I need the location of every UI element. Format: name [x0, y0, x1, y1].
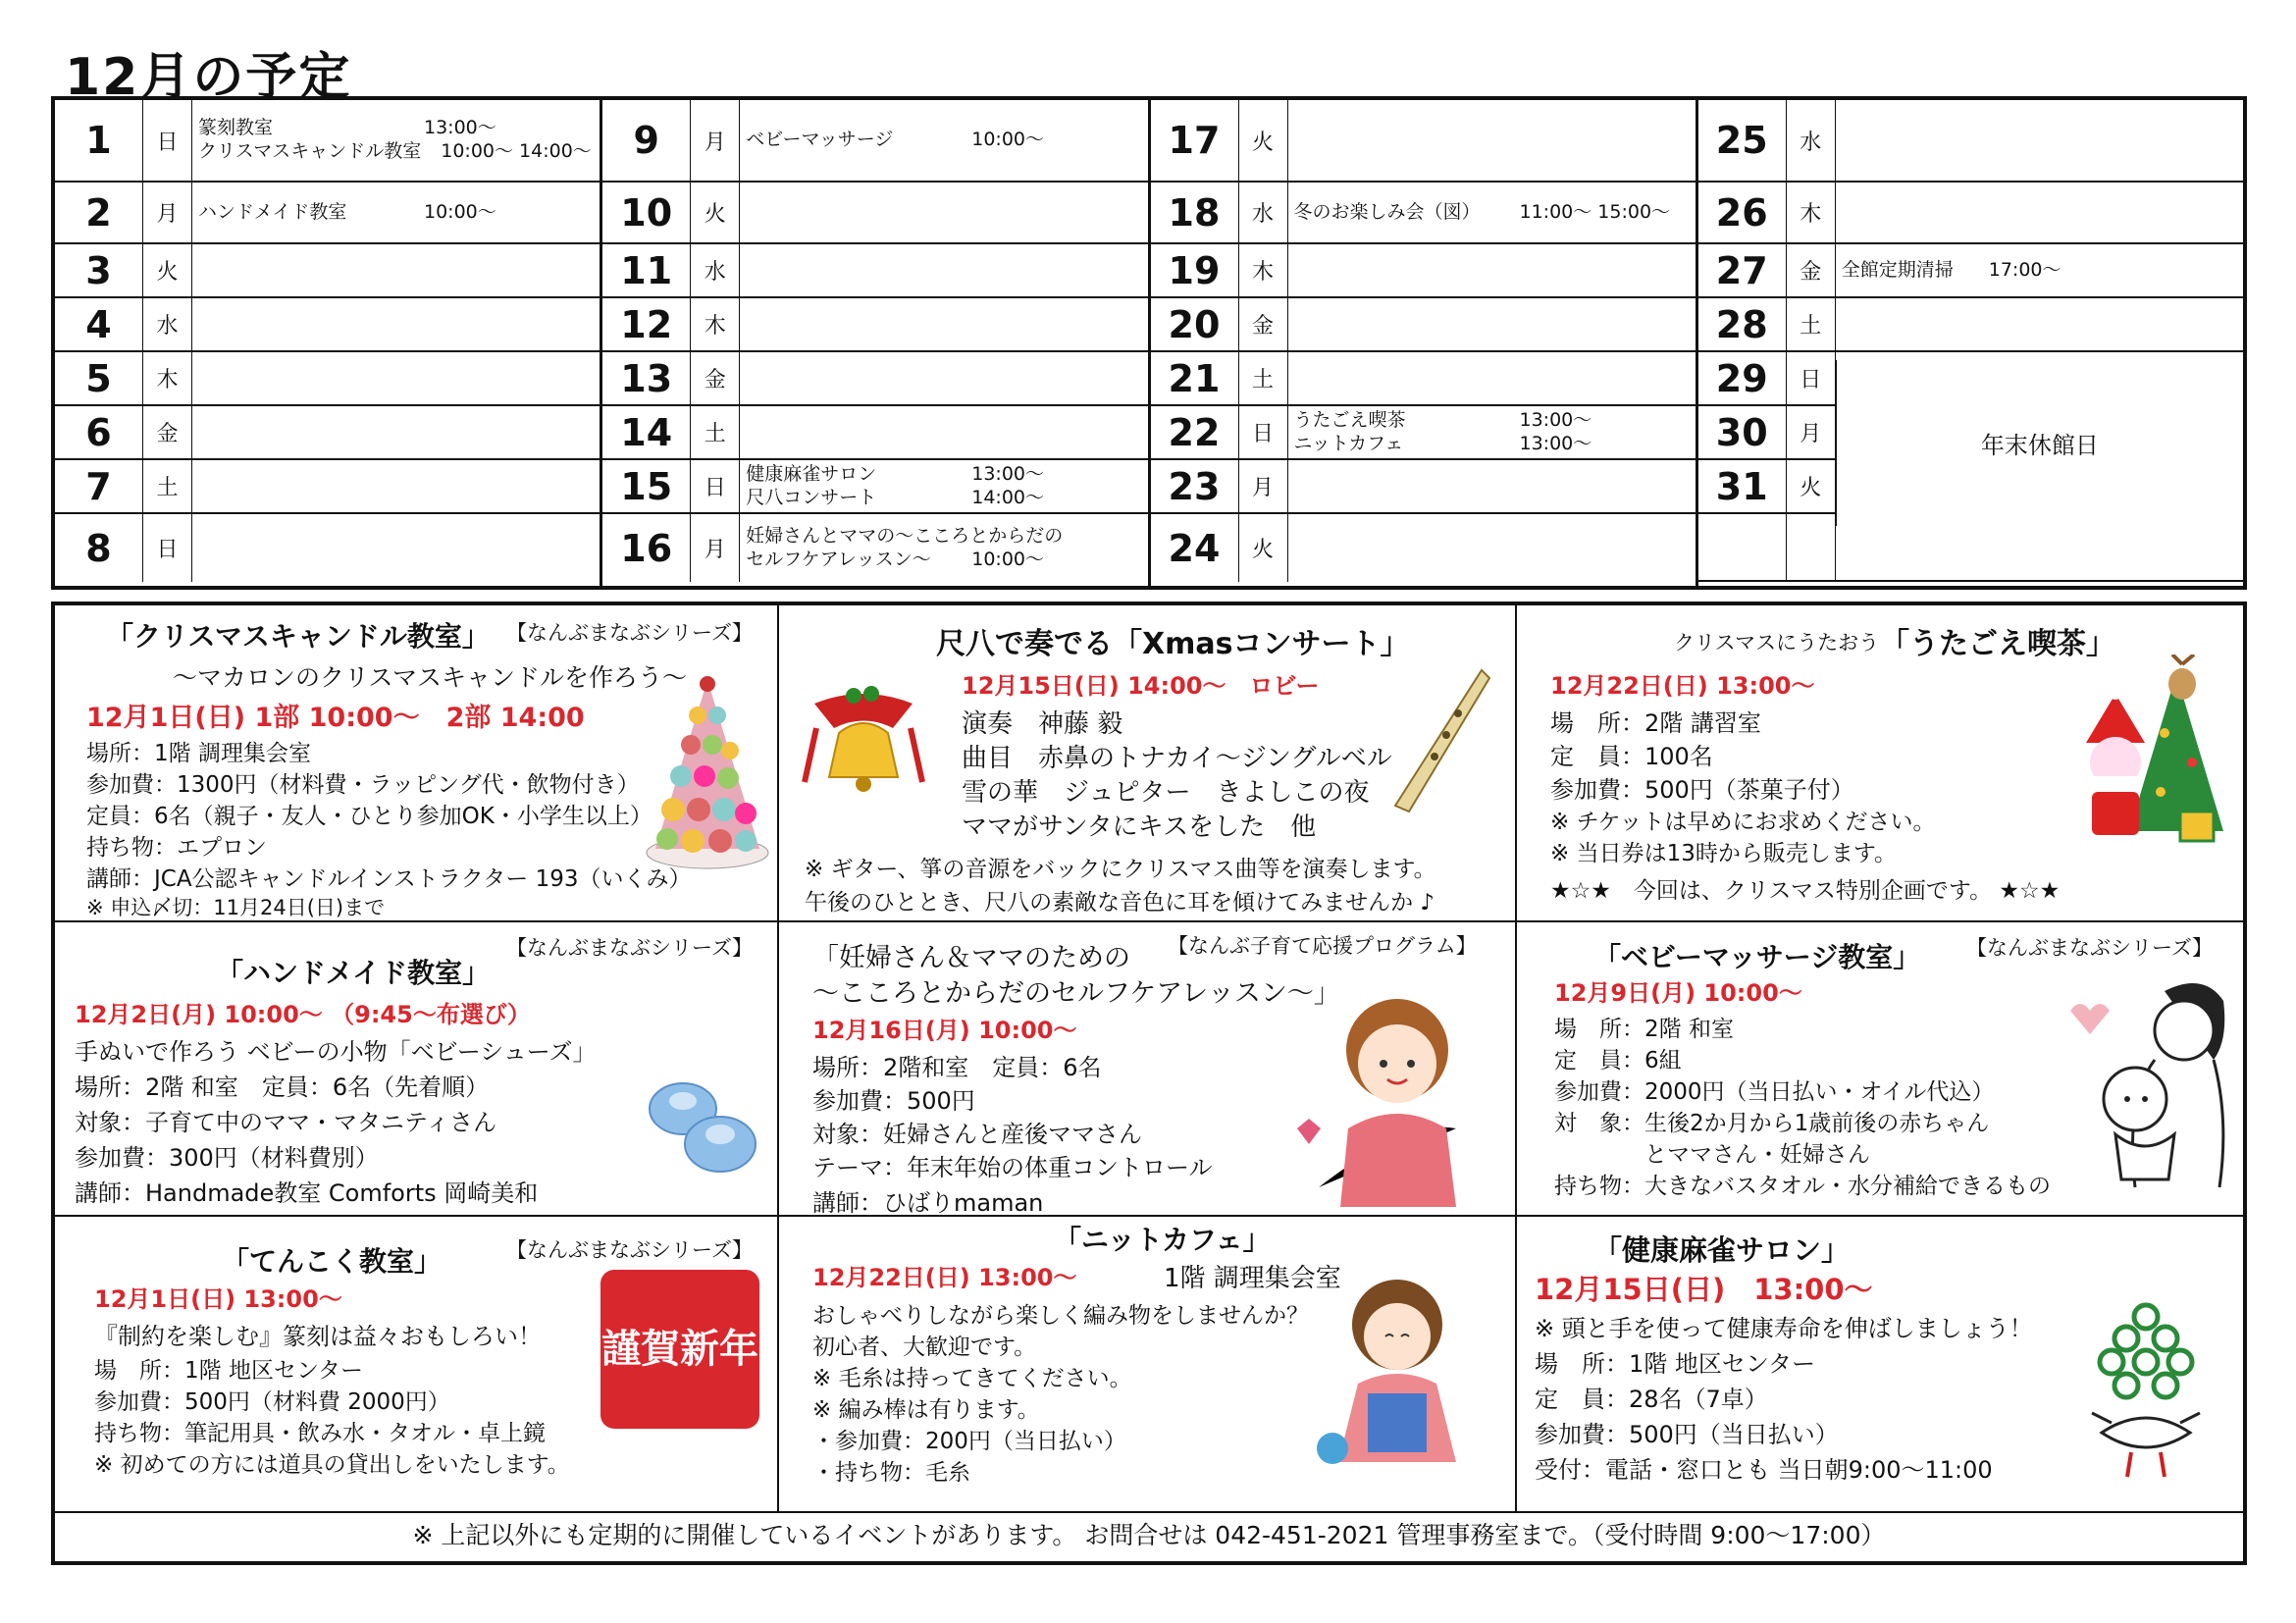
day-events: [740, 514, 1147, 582]
event-date: 12月2日(月) 10:00～ （9:45～布選び）: [75, 1001, 531, 1028]
year-end-closed: 年末休館日: [1836, 360, 2243, 526]
event-baby-massage: [1517, 922, 2243, 1217]
event-title: 「てんこく教室」: [222, 1245, 443, 1278]
bell-icon: [795, 674, 932, 812]
calendar-day-row: [602, 100, 1147, 183]
event-subtitle: ～マカロンのクリスマスキャンドルを作ろう～: [173, 663, 688, 692]
calendar-day-row: [1151, 406, 1696, 460]
event-time: 10:00～: [971, 129, 1045, 151]
event-time: 11:00～ 15:00～: [1519, 200, 1671, 223]
day-number: [1698, 514, 1787, 580]
knitting-woman-icon: [1309, 1276, 1486, 1472]
day-events: [192, 514, 600, 582]
day-of-week: 月: [691, 514, 740, 582]
event-note: ※ ギター、箏の音源をバックにクリスマス曲等を演奏します。: [805, 857, 1436, 882]
event-line: ※ 当日券は13時から販売します。: [1550, 841, 1898, 866]
calendar-day-row: [1151, 100, 1696, 183]
event-time: 13:00～: [1519, 432, 1592, 454]
event-line: 場所：1階 調理集会室: [86, 741, 311, 766]
event-name: ニットカフェ: [1293, 432, 1404, 454]
day-of-week: 日: [143, 100, 192, 181]
event-line: 場所：2階 和室 定員：6名（先着順）: [75, 1073, 490, 1101]
day-of-week: 火: [143, 244, 192, 296]
event-line: ※ 頭と手を使って健康寿命を伸ばしましょう！: [1535, 1315, 2033, 1342]
event-line: 持ち物：エプロン: [86, 835, 267, 861]
calendar-day-row: [55, 100, 600, 183]
event-special: ★☆★ 今回は、クリスマス特別企画です。 ★☆★: [1550, 878, 2061, 904]
calendar-day-row: [55, 298, 600, 352]
event-pregnant: [779, 922, 1517, 1217]
calendar-day-row: [55, 514, 600, 582]
day-number: 18: [1151, 183, 1239, 242]
event-line: 参加費：1300円（材料費・ラッピング代・飲物付き）: [86, 772, 640, 798]
event-time: 10:00～ 14:00～: [441, 140, 592, 162]
day-of-week: 土: [691, 406, 740, 458]
event-line: テーマ：年末年始の体重コントロール: [812, 1154, 1213, 1181]
day-of-week: 木: [1787, 183, 1836, 242]
day-number: 1: [55, 100, 143, 181]
event-date: 12月22日(日) 13:00～: [1550, 672, 1815, 700]
event-line: 参加費：300円（材料費別）: [75, 1144, 379, 1172]
event-title: 「健康麻雀サロン」: [1593, 1233, 1851, 1267]
event-line: 対 象：生後2か月から1歳前後の赤ちゃん: [1554, 1111, 1990, 1136]
day-of-week: 火: [1787, 460, 1836, 512]
day-of-week: 金: [1787, 244, 1836, 296]
event-mahjong: [1517, 1217, 2243, 1513]
event-title: 尺八で奏でる「Xmasコンサート」: [936, 627, 1410, 661]
event-line: 場所：2階和室 定員：6名: [812, 1054, 1102, 1081]
day-events: [740, 352, 1147, 404]
day-events: [192, 406, 600, 458]
day-number: 24: [1151, 514, 1239, 582]
day-events: [192, 183, 600, 242]
day-events: [192, 460, 600, 512]
day-events: [1836, 183, 2243, 242]
calendar-event: [198, 117, 594, 140]
series-label: 【なんぶまなぶシリーズ】: [506, 936, 753, 960]
pregnant-woman-icon: [1289, 981, 1476, 1207]
event-line: 対象：子育て中のママ・マタニティさん: [75, 1109, 497, 1136]
event-line: 演奏 神藤 毅: [962, 709, 1123, 739]
day-number: 4: [55, 298, 143, 350]
calendar-column: [1698, 100, 2243, 586]
calendar-day-row: [1151, 298, 1696, 352]
day-events: [192, 100, 600, 181]
day-number: 6: [55, 406, 143, 458]
day-number: 2: [55, 183, 143, 242]
day-of-week: 月: [691, 100, 740, 181]
calendar-day-row: [602, 298, 1147, 352]
calendar-day-row: [1151, 352, 1696, 406]
day-number: 28: [1698, 298, 1787, 350]
event-line: 場 所：2階 講習室: [1550, 709, 1761, 737]
event-time: 13:00～: [424, 117, 496, 139]
event-line: 定 員：6組: [1554, 1048, 1682, 1073]
calendar: [51, 96, 2247, 590]
event-grid: [51, 602, 2247, 1565]
event-line: 参加費：500円: [812, 1087, 975, 1115]
series-label: 【なんぶ子育て応援プログラム】: [1168, 934, 1477, 958]
calendar-event: [746, 549, 1141, 572]
day-events: [1836, 100, 2243, 181]
event-line: 場 所：1階 地区センター: [1535, 1350, 1815, 1378]
calendar-day-row: [602, 183, 1147, 244]
day-number: 29: [1698, 352, 1787, 404]
day-number: 23: [1151, 460, 1239, 512]
event-name: クリスマスキャンドル教室: [198, 140, 422, 162]
day-number: 13: [602, 352, 691, 404]
event-line: ママがサンタにキスをした 他: [962, 812, 1317, 842]
calendar-day-row: [1698, 244, 2243, 298]
event-date: 12月1日(日) 1部 10:00～ 2部 14:00: [86, 703, 585, 733]
day-events: [1288, 514, 1696, 582]
event-name: 冬のお楽しみ会（図）: [1293, 200, 1481, 223]
event-line: 持ち物：大きなバスタオル・水分補給できるもの: [1554, 1174, 2051, 1199]
event-name: うたごえ喫茶: [1293, 408, 1406, 431]
event-name: セルフケアレッスン～: [746, 548, 931, 570]
calendar-day-row: [602, 352, 1147, 406]
day-number: 3: [55, 244, 143, 296]
day-events: [740, 244, 1147, 296]
day-events: [740, 100, 1147, 181]
calendar-column: [1151, 100, 1698, 586]
calendar-day-row: [55, 406, 600, 460]
day-of-week: 金: [143, 406, 192, 458]
calendar-event: [1842, 259, 2237, 283]
event-date: 12月1日(日) 13:00～: [94, 1285, 342, 1313]
day-of-week: 木: [143, 352, 192, 404]
day-of-week: 火: [1239, 514, 1288, 582]
event-candle: [55, 605, 779, 922]
calendar-day-row: [1698, 100, 2243, 183]
event-place: 1階 調理集会室: [1164, 1264, 1341, 1293]
calendar-event: [198, 140, 594, 164]
day-of-week: 水: [1239, 183, 1288, 242]
new-year-seal-icon: [597, 1266, 763, 1433]
event-line: ※ チケットは早めにお求めください。: [1550, 810, 1936, 835]
series-label: 【なんぶまなぶシリーズ】: [506, 621, 753, 645]
series-label: 【なんぶまなぶシリーズ】: [1966, 936, 2213, 960]
event-note: 午後のひととき、尺八の素敵な音色に耳を傾けてみませんか ♪: [805, 890, 1435, 916]
day-of-week: 金: [1239, 298, 1288, 350]
day-number: 11: [602, 244, 691, 296]
calendar-day-row: [1698, 298, 2243, 352]
day-of-week: 日: [143, 514, 192, 582]
event-line: 『制約を楽しむ』篆刻は益々おもしろい！: [94, 1323, 542, 1350]
day-of-week: 火: [1239, 100, 1288, 181]
event-date: 12月16日(月) 10:00～: [812, 1017, 1077, 1044]
day-events: [740, 406, 1147, 458]
day-of-week: 木: [691, 298, 740, 350]
calendar-event: [198, 201, 594, 225]
day-events: [1288, 352, 1696, 404]
event-line: 場 所：1階 地区センター: [94, 1358, 364, 1384]
day-number: 21: [1151, 352, 1239, 404]
day-events: [1288, 460, 1696, 512]
shakuhachi-flute-icon: [1387, 664, 1495, 821]
footer-notice: ※ 上記以外にも定期的に開催しているイベントがあります。 お問合せは 042-451-2021 管理事務室まで。（受付時間 9:00～17:00）: [412, 1520, 1886, 1549]
day-of-week: 日: [691, 460, 740, 512]
day-of-week: 月: [143, 183, 192, 242]
event-line: 対象：妊婦さんと産後ママさん: [812, 1121, 1142, 1148]
event-title: 「うたごえ喫茶」: [1880, 627, 2115, 661]
calendar-event: [1294, 409, 1690, 433]
calendar-event: [746, 487, 1141, 510]
event-title: 「妊婦さん＆ママのための: [812, 943, 1130, 973]
calendar-day-row: [1151, 244, 1696, 298]
day-events: [1288, 183, 1696, 242]
day-number: 17: [1151, 100, 1239, 181]
event-time: 13:00～: [971, 462, 1045, 485]
day-of-week: 日: [1787, 352, 1836, 404]
day-events: [740, 183, 1147, 242]
event-line: ※ 初めての方には道具の貸出しをいたします。: [94, 1452, 570, 1478]
event-time: 14:00～: [971, 486, 1045, 508]
event-date: 12月15日(日) 13:00～: [1535, 1273, 1873, 1306]
event-name: 全館定期清掃: [1841, 258, 1954, 281]
day-of-week: 木: [1239, 244, 1288, 296]
mahjong-bird-tile-icon: [2082, 1295, 2210, 1482]
calendar-day-row: [602, 460, 1147, 514]
event-line: 場 所：2階 和室: [1554, 1017, 1734, 1042]
event-line: 手ぬいで作ろう ベビーの小物「ベビーシューズ」: [75, 1038, 597, 1066]
day-number: 15: [602, 460, 691, 512]
event-utagoe: [1517, 605, 2243, 922]
day-number: 14: [602, 406, 691, 458]
day-events: [192, 352, 600, 404]
mother-baby-icon: [2047, 962, 2233, 1197]
event-line: ※ 編み棒は有ります。: [812, 1397, 1040, 1423]
day-events: [740, 460, 1147, 512]
calendar-event: [1294, 201, 1690, 225]
day-events: [1836, 244, 2243, 296]
santa-tree-icon: [2066, 654, 2233, 851]
event-subtitle: ～こころとからだのセルフケアレッスン～」: [812, 978, 1340, 1009]
day-number: 5: [55, 352, 143, 404]
calendar-day-row: [1151, 514, 1696, 582]
event-line: 定 員：28名（7卓）: [1535, 1386, 1768, 1413]
event-line: ・持ち物：毛糸: [812, 1460, 970, 1486]
day-of-week: 土: [1239, 352, 1288, 404]
event-line: 持ち物：筆記用具・飲み水・タオル・卓上鏡: [94, 1421, 546, 1446]
event-line: 曲目 赤鼻のトナカイ～ジングルベル: [962, 744, 1392, 773]
event-name: ハンドメイド教室: [198, 200, 347, 223]
day-events: [1836, 298, 2243, 350]
event-handmade: [55, 922, 779, 1217]
day-number: 10: [602, 183, 691, 242]
day-of-week: 水: [691, 244, 740, 296]
event-name: 妊婦さんとママの～こころとからだの: [746, 524, 1064, 547]
event-line: おしゃべりしながら楽しく編み物をしませんか？: [812, 1303, 1309, 1329]
event-date: 12月9日(月) 10:00～: [1554, 979, 1802, 1007]
macaron-tower-icon: [644, 666, 771, 872]
calendar-day-row: [1151, 183, 1696, 244]
calendar-day-row: [1151, 460, 1696, 514]
calendar-event: [746, 525, 1141, 549]
day-events: [192, 244, 600, 296]
calendar-day-row: [602, 244, 1147, 298]
event-line: 参加費：500円（茶菓子付）: [1550, 776, 1854, 804]
day-of-week: 土: [1787, 298, 1836, 350]
day-of-week: 土: [143, 460, 192, 512]
day-of-week: 金: [691, 352, 740, 404]
seal-text: 謹賀新年: [601, 1326, 758, 1372]
event-line: 雪の華 ジュピター きよしこの夜: [962, 778, 1370, 808]
event-title: 「ニットカフェ」: [1054, 1224, 1271, 1256]
event-line: 講師：Handmade教室 Comforts 岡崎美和: [75, 1179, 539, 1207]
calendar-day-row: [55, 460, 600, 514]
calendar-column: [602, 100, 1150, 586]
day-number: 16: [602, 514, 691, 582]
event-date: 12月22日(日) 13:00～: [812, 1264, 1077, 1291]
day-number: 27: [1698, 244, 1787, 296]
baby-shoes-icon: [644, 1070, 761, 1178]
calendar-day-row: [55, 183, 600, 244]
event-name: ベビーマッサージ: [746, 129, 894, 151]
day-of-week: [1787, 514, 1836, 580]
day-of-week: 水: [1787, 100, 1836, 181]
event-line: ・参加費：200円（当日払い）: [812, 1429, 1126, 1454]
event-time: 10:00～: [424, 200, 496, 223]
event-title: 「ベビーマッサージ教室」: [1593, 941, 1921, 973]
event-line: 定員：6名（親子・友人・ひとり参加OK・小学生以上）: [86, 804, 652, 829]
calendar-event: [746, 463, 1141, 487]
event-line: 初心者、大歓迎です。: [812, 1335, 1037, 1360]
event-line: 講師：ひばりmaman: [812, 1189, 1044, 1217]
event-line: 講師：JCA公認キャンドルインストラクター 193（いくみ）: [86, 866, 692, 892]
event-line: ※ 申込〆切：11月24日(日)まで: [86, 896, 386, 919]
event-shakuhachi: [779, 605, 1517, 922]
day-number: 31: [1698, 460, 1787, 512]
calendar-event: [1294, 433, 1690, 456]
event-line: とママさん・妊婦さん: [1554, 1142, 1870, 1168]
day-number: 22: [1151, 406, 1239, 458]
day-of-week: 日: [1239, 406, 1288, 458]
day-number: 9: [602, 100, 691, 181]
calendar-day-row: [602, 514, 1147, 582]
day-events: [192, 298, 600, 350]
event-line: 参加費：500円（当日払い）: [1535, 1421, 1839, 1448]
page-title: 12月の予定: [65, 48, 352, 107]
event-line: ※ 毛糸は持ってきてください。: [812, 1366, 1132, 1391]
calendar-column: [55, 100, 602, 586]
event-line: 参加費：500円（材料費 2000円）: [94, 1389, 450, 1415]
event-time: 10:00～: [971, 548, 1045, 570]
event-line: 受付：電話・窓口とも 当日朝9:00～11:00: [1535, 1456, 1993, 1484]
day-of-week: 月: [1239, 460, 1288, 512]
day-of-week: 火: [691, 183, 740, 242]
day-number: 19: [1151, 244, 1239, 296]
event-time: 17:00～: [1988, 258, 2061, 281]
event-name: 篆刻教室: [198, 117, 274, 139]
series-label: 【なんぶまなぶシリーズ】: [506, 1238, 753, 1262]
day-of-week: 月: [1787, 406, 1836, 458]
event-time: 13:00～: [1519, 408, 1592, 431]
day-of-week: 水: [143, 298, 192, 350]
day-number: 26: [1698, 183, 1787, 242]
event-knit: [779, 1217, 1517, 1513]
event-tenkoku: [55, 1217, 779, 1513]
calendar-day-row: [55, 244, 600, 298]
day-number: 12: [602, 298, 691, 350]
day-number: 8: [55, 514, 143, 582]
calendar-event: [746, 129, 1141, 152]
event-line: 定 員：100名: [1550, 743, 1713, 770]
event-title: 「ハンドメイド教室」: [216, 957, 491, 989]
day-number: 7: [55, 460, 143, 512]
calendar-day-row: [55, 352, 600, 406]
event-line: 参加費：2000円（当日払い・オイル代込）: [1554, 1079, 1995, 1105]
event-name: 健康麻雀サロン: [746, 462, 877, 485]
day-events: [1288, 100, 1696, 181]
day-events: [1288, 244, 1696, 296]
day-events: [1288, 298, 1696, 350]
day-events: [740, 298, 1147, 350]
day-number: 20: [1151, 298, 1239, 350]
calendar-day-row: [1698, 183, 2243, 244]
event-date: 12月15日(日) 14:00～ ロビー: [962, 672, 1320, 700]
event-pretitle: クリスマスにうたおう: [1674, 631, 1880, 654]
calendar-day-row: [602, 406, 1147, 460]
day-number: 25: [1698, 100, 1787, 181]
event-name: 尺八コンサート: [746, 486, 877, 508]
day-events: [1288, 406, 1696, 458]
day-number: 30: [1698, 406, 1787, 458]
event-title: 「クリスマスキャンドル教室」: [106, 620, 490, 653]
